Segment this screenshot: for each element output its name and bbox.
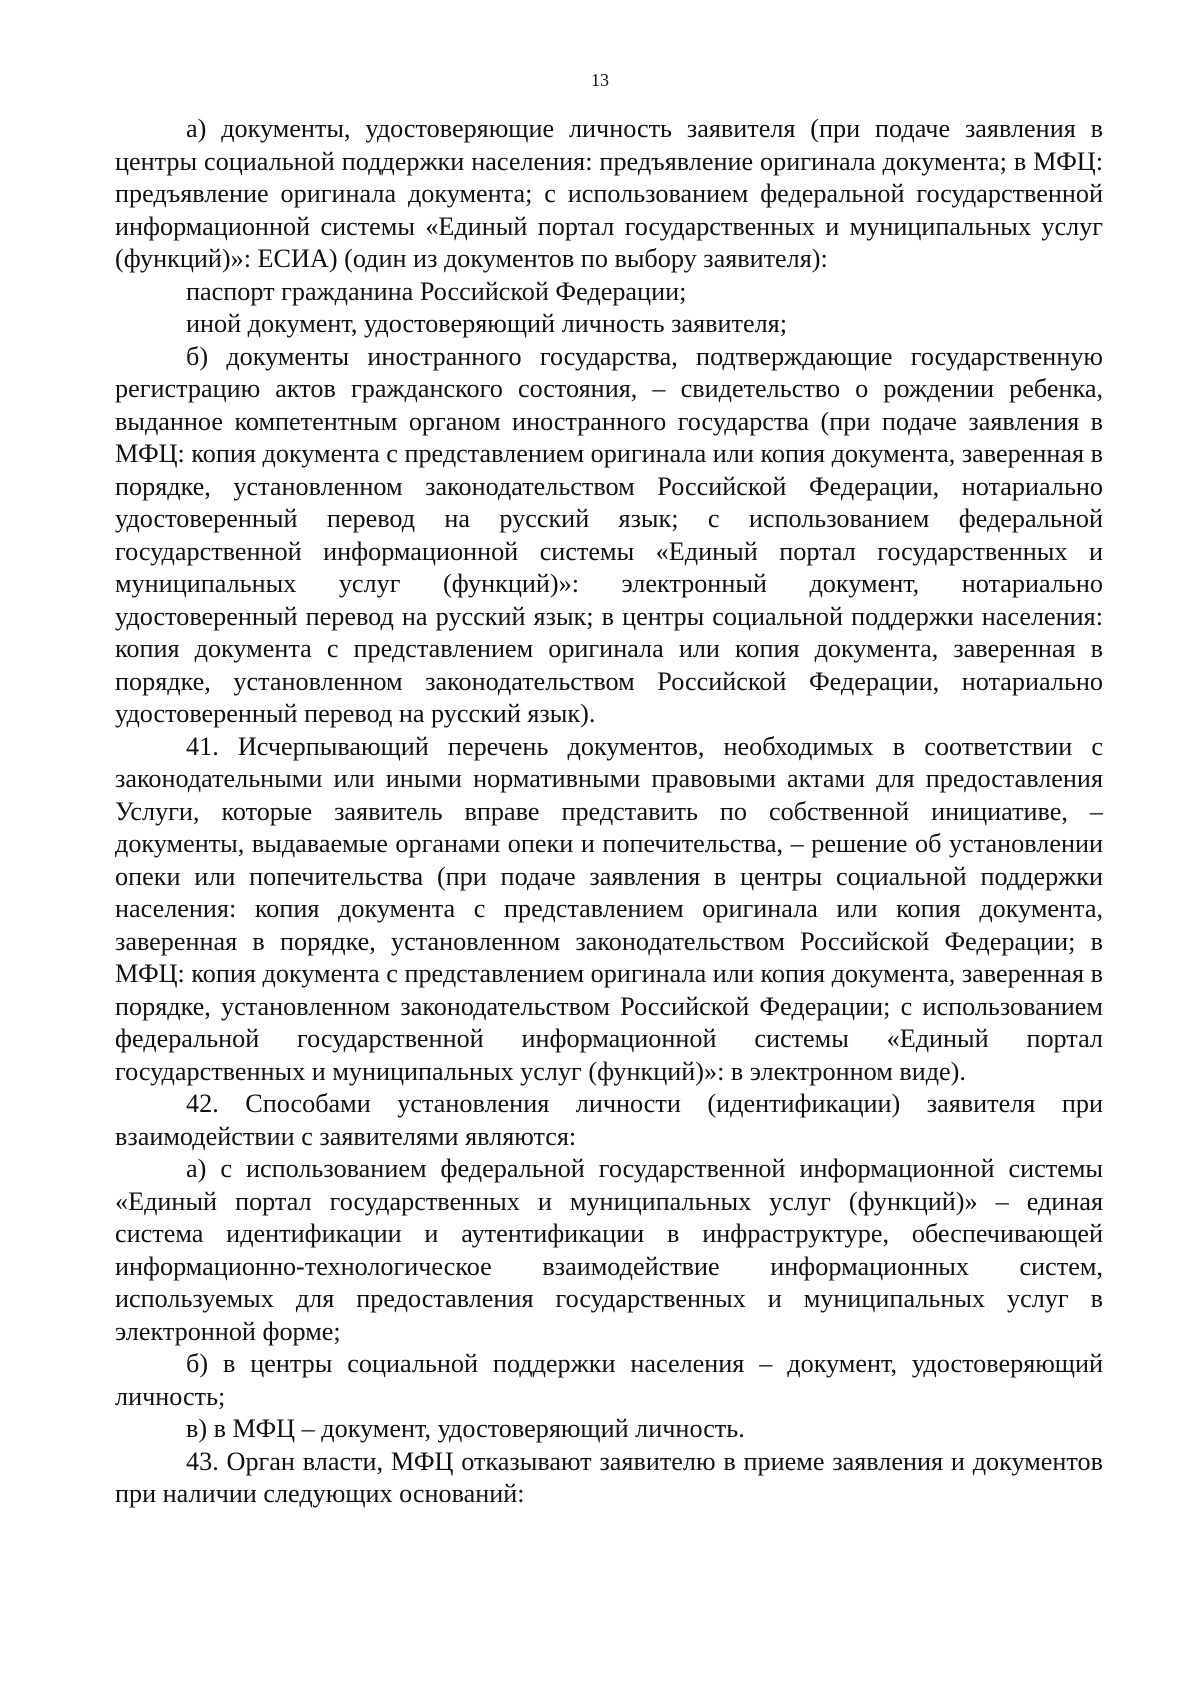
paragraph-item-43: 43. Орган власти, МФЦ отказывают заявителю в приеме заявления и документов при наличии следующих оснований:	[115, 1446, 1103, 1508]
page-number: 13	[591, 70, 609, 90]
paragraph-item-42: 42. Способами установления личности (идентификации) заявителя при взаимодействии с заявителями являются:	[115, 1089, 1103, 1151]
paragraph-item-42-v: в) в МФЦ – документ, удостоверяющий личность.	[186, 1414, 745, 1443]
paragraph-foreign-documents: б) документы иностранного государства, подтверждающие государственную регистрацию актов гражданского состояния, – свидетельство о рождении ребенка, выданное компетентным органом иностранного государства (при подаче заявления в МФЦ: копия документа с представлением оригинала или копия документа, заверенная в порядке, установленном законодательством Российской Федерации, нотариально удостоверенный перевод на русский язык; с использованием федеральной государственной информационной системы «Единый портал государственных и муниципальных услуг (функций)»: электронный документ, нотариально удостоверенный перевод на русский язык; в центры социальной поддержки населения: копия документа с представлением оригинала или копия документа, заверенная в порядке, установленном законодательством Российской Федерации, нотариально удостоверенный перевод на русский язык).	[115, 341, 1103, 728]
paragraph-identity-documents: а) документы, удостоверяющие личность заявителя (при подаче заявления в центры социальной поддержки населения: предъявление оригинала документа; в МФЦ: предъявление оригинала документа; с использованием федеральной государственной информационной системы «Единый портал государственных и муниципальных услуг (функций)»: ЕСИА) (один из документов по выбору заявителя):	[115, 114, 1103, 273]
paragraph-item-41: 41. Исчерпывающий перечень документов, необходимых в соответствии с законодательными или иными нормативными правовыми актами для предоставления Услуги, которые заявитель вправе представить по собственной инициативе, – документы, выдаваемые органами опеки и попечительства, – решение об установлении опеки или попечительства (при подаче заявления в центры социальной поддержки населения: копия документа с представлением оригинала или копия документа, заверенная в порядке, установленном законодательством Российской Федерации; в МФЦ: копия документа с представлением оригинала или копия документа, заверенная в порядке, установленном законодательством Российской Федерации; с использованием федеральной государственной информационной системы «Единый портал государственных и муниципальных услуг (функций)»: в электронном виде).	[115, 731, 1103, 1086]
document-body	[115, 113, 1103, 1511]
paragraph-item-42-a: а) с использованием федеральной государственной информационной системы «Единый портал государственных и муниципальных услуг (функций)» – единая система идентификации и аутентификации в инфраструктуре, обеспечивающей информационно-технологическое взаимодействие информационных систем, используемых для предоставления государственных и муниципальных услуг в электронной форме;	[115, 1154, 1103, 1346]
paragraph-item-42-b: б) в центры социальной поддержки населения – документ, удостоверяющий личность;	[115, 1349, 1103, 1411]
paragraph-other-identity-document: иной документ, удостоверяющий личность заявителя;	[186, 309, 788, 338]
paragraph-passport: паспорт гражданина Российской Федерации;	[186, 276, 687, 306]
